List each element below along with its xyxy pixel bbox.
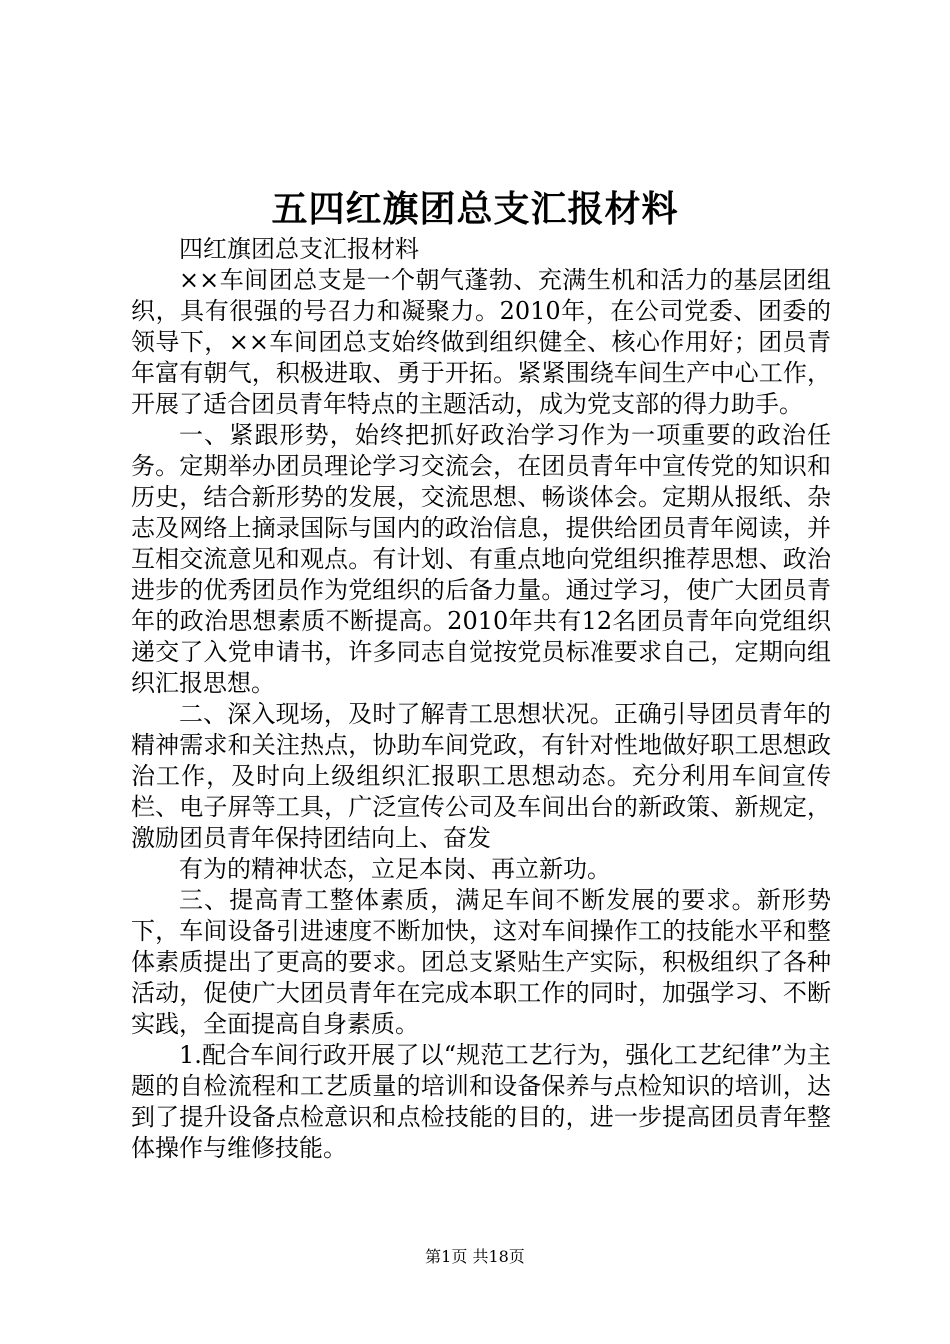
paragraph-section-3: 三、提高青工整体素质，满足车间不断发展的要求。新形势下，车间设备引进速度不断加快，这对车间操作工的技能水平和整体素质提出了更高的要求。团总支紧贴生产实际，积极组织了各种活动，促使广大团员青年在完成本职工作的同时，加强学习、不断实践，全面提高自身素质。: [131, 886, 831, 1038]
document-body: [131, 234, 831, 1164]
paragraph-item-1: 1.配合车间行政开展了以“规范工艺行为，强化工艺纪律”为主题的自检流程和工艺质量的培训和设备保养与点检知识的培训，达到了提升设备点检意识和点检技能的目的，进一步提高团员青年整体操作与维修技能。: [131, 1041, 831, 1162]
paragraph-section-2-continued: 有为的精神状态，立足本岗、再立新功。: [179, 855, 611, 883]
paragraph-section-2: 二、深入现场，及时了解青工思想状况。正确引导团员青年的精神需求和关注热点，协助车间党政，有针对性地做好职工思想政治工作，及时向上级组织汇报职工思想动态。充分利用车间宣传栏、电子屏等工具，广泛宣传公司及车间出台的新政策、新规定，激励团员青年保持团结向上、奋发: [131, 700, 831, 852]
document-title: 五四红旗团总支汇报材料: [271, 188, 679, 230]
page-number-footer: 第1页 共18页: [425, 1247, 525, 1266]
paragraph-subtitle: 四红旗团总支汇报材料: [179, 235, 419, 263]
paragraph-section-1: 一、紧跟形势，始终把抓好政治学习作为一项重要的政治任务。定期举办团员理论学习交流会，在团员青年中宣传党的知识和历史，结合新形势的发展，交流思想、畅谈体会。定期从报纸、杂志及网络上摘录国际与国内的政治信息，提供给团员青年阅读，并互相交流意见和观点。有计划、有重点地向党组织推荐思想、政治进步的优秀团员作为党组织的后备力量。通过学习，使广大团员青年的政治思想素质不断提高。2010年共有12名团员青年向党组织递交了入党申请书，许多同志自觉按党员标准要求自己，定期向组织汇报思想。: [131, 421, 831, 697]
paragraph-intro: ××车间团总支是一个朝气蓬勃、充满生机和活力的基层团组织，具有很强的号召力和凝聚力。2010年，在公司党委、团委的领导下，××车间团总支始终做到组织健全、核心作用好；团员青年富有朝气，积极进取、勇于开拓。紧紧围绕车间生产中心工作，开展了适合团员青年特点的主题活动，成为党支部的得力助手。: [131, 266, 831, 418]
